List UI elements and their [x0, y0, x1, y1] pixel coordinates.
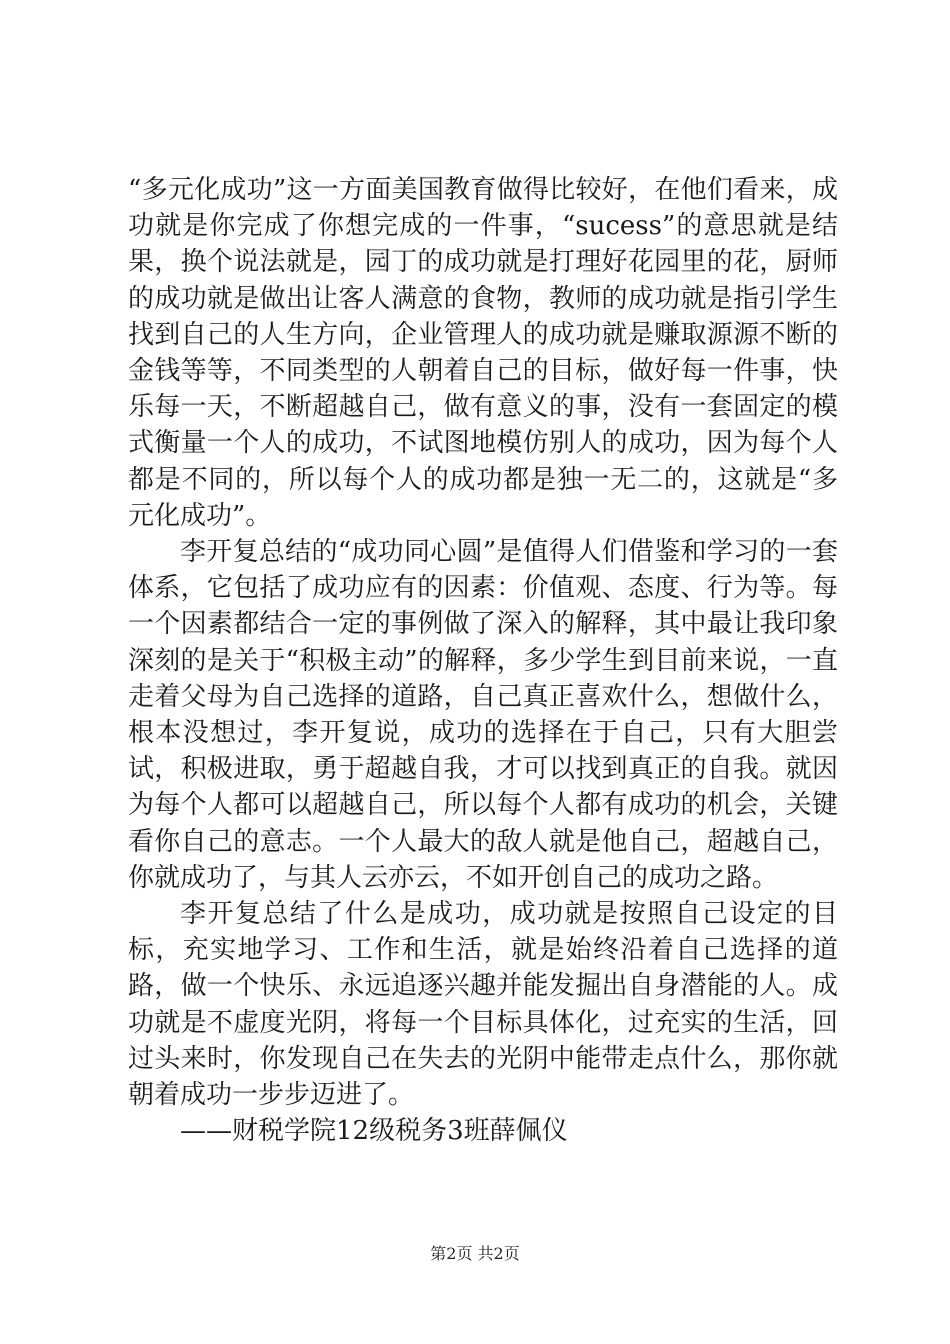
page-number-footer: 第2页 共2页: [430, 1244, 520, 1263]
paragraph-success-circle: 李开复总结的“成功同心圆”是值得人们借鉴和学习的一套体系，它包括了成功应有的因素：价值观、态度、行为等。每一个因素都结合一定的事例做了深入的解释，其中最让我印象深刻的是关于“积极主动”的解释，多少学生到目前来说，一直走着父母为自己选择的道路，自己真正喜欢什么，想做什么，根本没想过，李开复说，成功的选择在于自己，只有大胆尝试，积极进取，勇于超越自我，才可以找到真正的自我。就因为每个人都可以超越自己，所以每个人都有成功的机会，关键看你自己的意志。一个人最大的敌人就是他自己，超越自己，你就成功了，与其人云亦云，不如开创自己的成功之路。: [128, 537, 838, 893]
paragraph-what-is-success: 李开复总结了什么是成功，成功就是按照自己设定的目标，充实地学习、工作和生活，就是始终沿着自己选择的道路，做一个快乐、永远追逐兴趣并能发掘出自身潜能的人。成功就是不虚度光阴，将每一个目标具体化，过充实的生活，回过头来时，你发现自己在失去的光阴中能带走点什么，那你就朝着成功一步步迈进了。: [128, 899, 838, 1111]
paragraph-diversified-success: “多元化成功”这一方面美国教育做得比较好，在他们看来，成功就是你完成了你想完成的一件事，“sucess”的意思就是结果，换个说法就是，园丁的成功就是打理好花园里的花，厨师的成功就是做出让客人满意的食物，教师的成功就是指引学生找到自己的人生方向，企业管理人的成功就是赚取源源不断的金钱等等，不同类型的人朝着自己的目标，做好每一件事，快乐每一天，不断超越自己，做有意义的事，没有一套固定的模式衡量一个人的成功，不试图地模仿别人的成功，因为每个人都是不同的，所以每个人的成功都是独一无二的，这就是“多元化成功”。: [128, 175, 838, 531]
document-body: [128, 172, 838, 1149]
author-signature: ——财税学院12级税务3班薛佩仪: [180, 1116, 568, 1147]
